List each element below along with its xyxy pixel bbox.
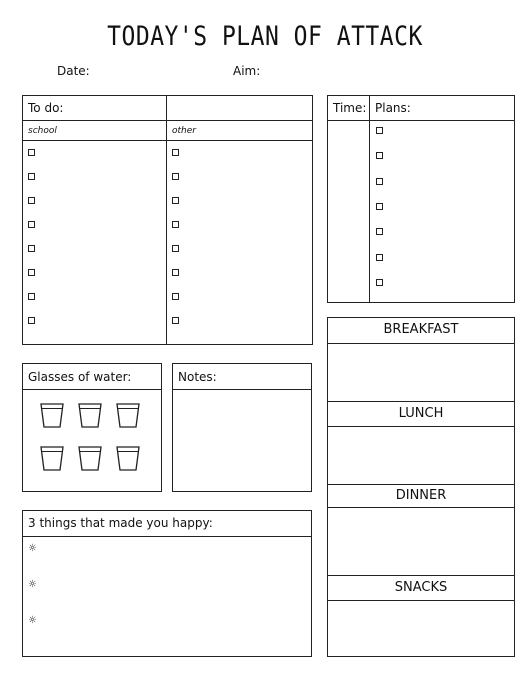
lunch-label: LUNCH <box>398 406 444 421</box>
plan-checkbox[interactable] <box>376 228 383 235</box>
todo-box <box>22 95 313 345</box>
water-glass-icon[interactable] <box>39 444 65 472</box>
notes-box <box>172 363 312 492</box>
plan-checkbox[interactable] <box>376 127 383 134</box>
todo-other-checkbox[interactable] <box>172 149 179 156</box>
water-glass-icon[interactable] <box>39 401 65 429</box>
plan-checkbox[interactable] <box>376 254 383 261</box>
plan-checkbox[interactable] <box>376 279 383 286</box>
happy-title: 3 things that made you happy: <box>28 516 213 530</box>
happy-box <box>22 510 312 657</box>
todo-column-divider <box>166 96 167 344</box>
sun-bullet-icon: ☼ <box>28 579 37 590</box>
happy-divider <box>23 536 311 537</box>
todo-school-checkbox[interactable] <box>28 317 35 324</box>
breakfast-label: BREAKFAST <box>383 322 459 337</box>
sun-bullet-icon: ☼ <box>28 543 37 554</box>
todo-school-checkbox[interactable] <box>28 149 35 156</box>
todo-col-other: other <box>172 126 196 136</box>
notes-title: Notes: <box>178 370 217 384</box>
meals-box <box>327 317 515 657</box>
notes-divider <box>173 389 311 390</box>
water-glass-icon[interactable] <box>77 401 103 429</box>
todo-divider <box>23 120 312 121</box>
sun-bullet-icon: ☼ <box>28 615 37 626</box>
lunch-divider <box>328 426 514 427</box>
breakfast-divider <box>328 343 514 344</box>
dinner-divider <box>328 507 514 508</box>
todo-other-checkbox[interactable] <box>172 197 179 204</box>
dinner-label: DINNER <box>395 488 447 503</box>
plan-checkbox[interactable] <box>376 178 383 185</box>
todo-other-checkbox[interactable] <box>172 221 179 228</box>
water-box <box>22 363 162 492</box>
plan-checkbox[interactable] <box>376 203 383 210</box>
todo-title: To do: <box>28 101 64 115</box>
todo-col-school: school <box>28 126 57 136</box>
schedule-column-divider <box>369 96 370 302</box>
date-label: Date: <box>57 64 90 78</box>
plan-checkbox[interactable] <box>376 152 383 159</box>
todo-other-checkbox[interactable] <box>172 245 179 252</box>
schedule-divider <box>328 120 514 121</box>
todo-school-checkbox[interactable] <box>28 245 35 252</box>
snacks-label: SNACKS <box>394 580 448 595</box>
schedule-box <box>327 95 515 303</box>
todo-header-divider <box>23 140 312 141</box>
water-glass-icon[interactable] <box>115 444 141 472</box>
todo-other-checkbox[interactable] <box>172 269 179 276</box>
todo-other-checkbox[interactable] <box>172 173 179 180</box>
todo-school-checkbox[interactable] <box>28 269 35 276</box>
page-title: TODAY'S PLAN OF ATTACK <box>107 22 423 52</box>
todo-school-checkbox[interactable] <box>28 173 35 180</box>
time-label: Time: <box>333 101 367 115</box>
water-divider <box>23 389 161 390</box>
aim-label: Aim: <box>233 64 261 78</box>
water-title: Glasses of water: <box>28 370 132 384</box>
todo-school-checkbox[interactable] <box>28 293 35 300</box>
todo-other-checkbox[interactable] <box>172 293 179 300</box>
water-glass-icon[interactable] <box>77 444 103 472</box>
snacks-divider <box>328 600 514 601</box>
lunch-top-divider <box>328 401 514 402</box>
todo-other-checkbox[interactable] <box>172 317 179 324</box>
dinner-top-divider <box>328 484 514 485</box>
water-glass-icon[interactable] <box>115 401 141 429</box>
plans-label: Plans: <box>375 101 411 115</box>
todo-school-checkbox[interactable] <box>28 197 35 204</box>
todo-school-checkbox[interactable] <box>28 221 35 228</box>
snacks-top-divider <box>328 575 514 576</box>
